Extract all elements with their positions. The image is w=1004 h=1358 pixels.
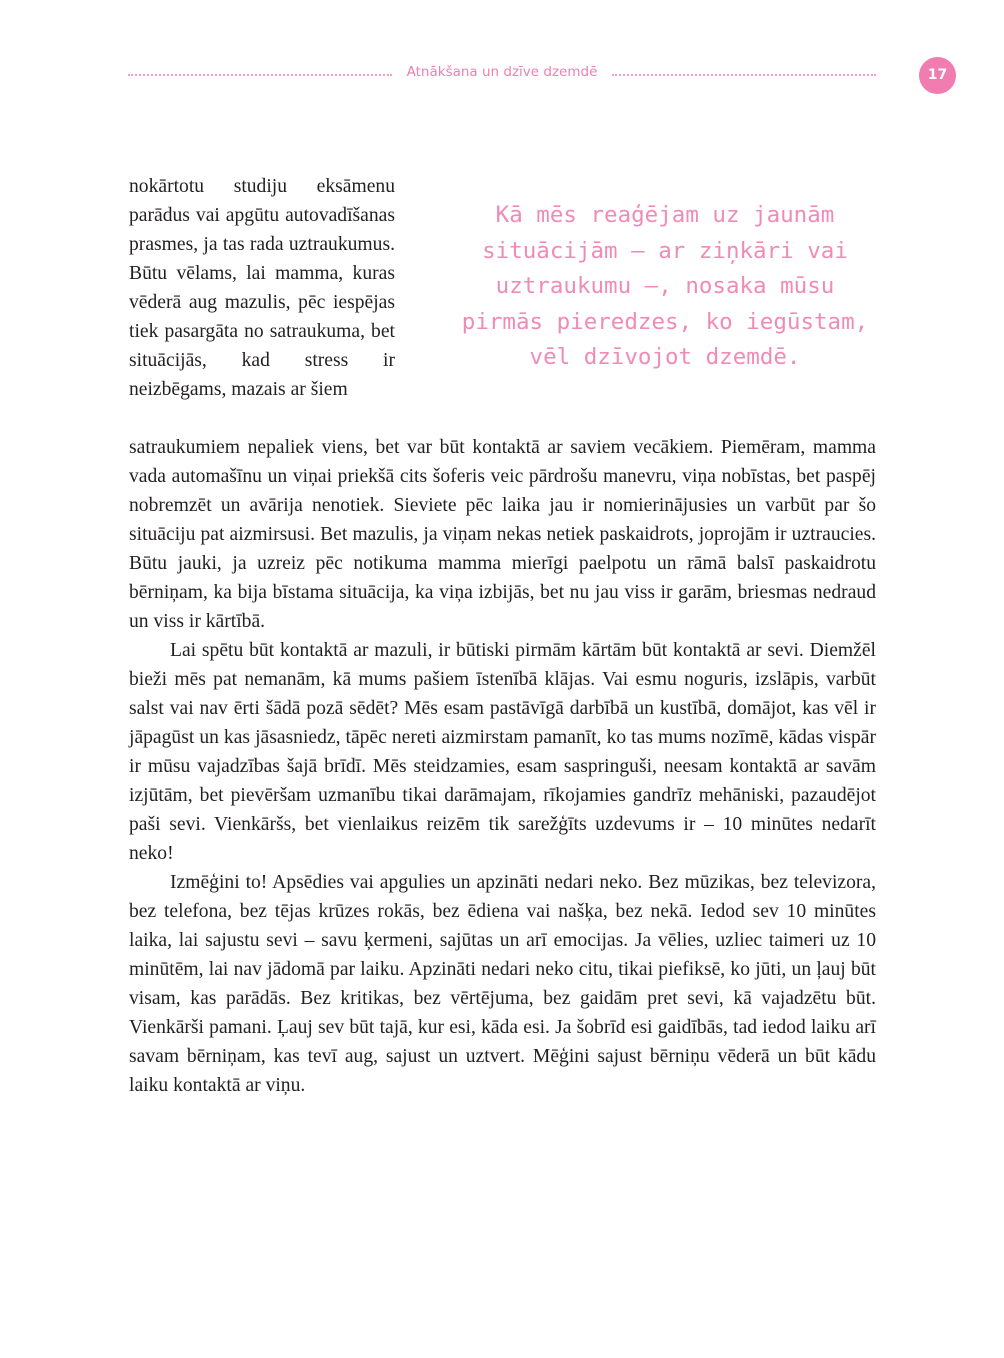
running-header — [128, 62, 876, 88]
paragraph-1-continued: satraukumiem nepaliek viens, bet var būt kontaktā ar saviem vecākiem. Piemēram, mamma vada automašīnu un viņai priekšā cits šoferis veic pārdrošu manevru, viņa nobīstas, bet paspēj nobremzēt un avārija nenotiek. Sieviete pēc laika jau ir nomierinājusies un varbūt par šo situāciju pat aizmirsusi. Bet mazulis, ja viņam nekas netiek paskaidrots, joprojām ir uztraucies. Būtu jauki, ja uzreiz pēc notikuma mamma mierīgi paelpotu un rāmā balsī paskaidrotu bērniņam, ka bija bīstama situācija, ka viņa izbijās, bet nu jau viss ir garām, briesmas nedraud un viss ir kārtībā. — [129, 437, 876, 632]
running-title: Atnākšana un dzīve dzemdē — [406, 64, 598, 80]
paragraph-3: Izmēģini to! Apsēdies vai apgulies un apzināti nedari neko. Bez mūzikas, bez televizora, bez telefona, bez tējas krūzes rokās, bez ēdiena vai našķa, bez nekā. Iedod sev 10 minūtes laika, lai sajustu sevi – savu ķermeni, sajūtas un arī emocijas. Ja vēlies, uzliec taimeri uz 10 minūtēm, lai nav jādomā par laiku. Apzināti nedari neko citu, tikai piefiksē, ko jūti, un ļauj būt visam, kas parādās. Bez kritikas, bez vērtējuma, bez gaidām pret sevi, kā vajadzētu būt. Vienkārši pamani. Ļauj sev būt tajā, kur esi, kāda esi. Ja šobrīd esi gaidībās, tad iedod laiku arī savam bērniņam, kas tevī aug, sajust un uztvert. Mēģini sajust bērniņu vēderā un būt kādu laiku kontaktā ar viņu. — [129, 872, 876, 1096]
body-text — [129, 433, 876, 1100]
body-column-text: nokārtotu studiju eksāmenu parādus vai apgūtu autovadīšanas prasmes, ja tas rada uztraukumus. Būtu vēlams, lai mamma, kuras vēderā aug mazulis, pēc iespējas tiek pasargāta no satraukuma, bet situācijās, kad stress ir neizbēgams, mazais ar šiem — [129, 176, 395, 400]
header-dotted-rule-left — [128, 74, 392, 76]
page-number-badge: 17 — [919, 57, 956, 94]
header-dotted-rule-right — [612, 74, 876, 76]
pull-quote: Kā mēs reaģējam uz jaunām situācijām – ar ziņkāri vai uztraukumu –, nosaka mūsu pirmās pieredzes, ko iegūstam, vēl dzīvojot dzemdē. — [461, 202, 869, 370]
paragraph-2: Lai spētu būt kontaktā ar mazuli, ir būtiski pirmām kārtām būt kontaktā ar sevi. Diemžēl bieži mēs pat nemanām, kā mums pašiem īstenībā klājas. Vai esmu noguris, izslāpis, varbūt salst vai nav ērti šādā pozā sēdēt? Mēs esam pastāvīgā darbībā un kustībā, domājot, kas vēl ir jāpagūst un kas jāsasniedz, tāpēc nereti aizmirstam pamanīt, ko tas mums nozīmē, kādas vispār ir mūsu vajadzības šajā brīdī. Mēs steidzamies, esam saspringuši, neesam kontaktā ar savām izjūtām, bet pievēršam uzmanību tikai darāmajam, rīkojamies gandrīz mehāniski, pazaudējot paši sevi. Vienkāršs, bet vienlaikus reizēm tik sarežģīts uzdevums ir – 10 minūtes nedarīt neko! — [129, 640, 876, 864]
